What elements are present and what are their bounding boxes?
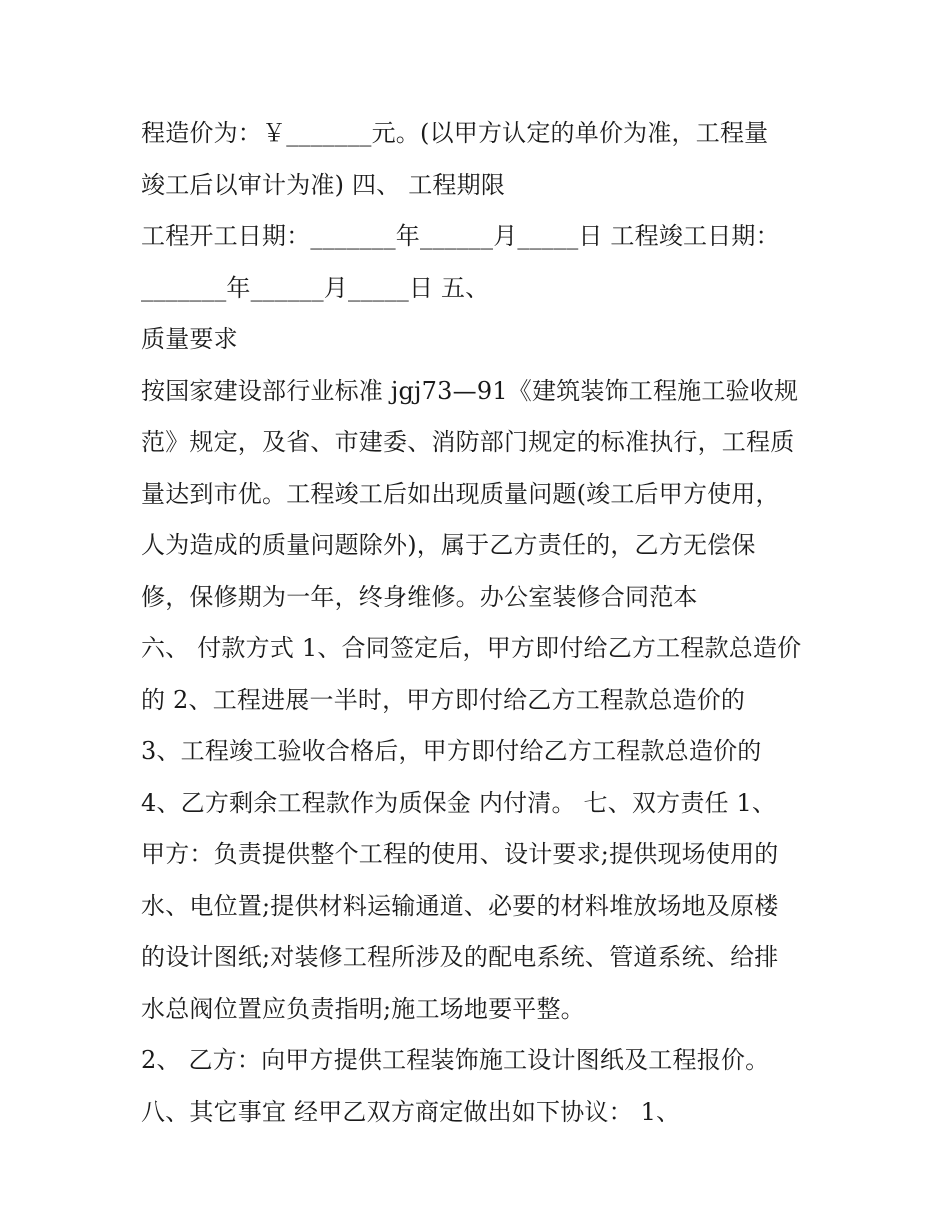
text-line-payment-heading: 六、 付款方式 1、合同签定后，甲方即付给乙方工程款总造价 [141,634,802,662]
text-line-party-a-duty-4: 水总阀位置应负责指明;施工场地要平整。 [141,994,585,1023]
contract-text-body [141,108,831,1138]
text-line-start-date: 工程开工日期：_______年______月_____日 工程竣工日期： [141,222,780,250]
text-line-other-matters: 八、其它事宜 经甲乙双方商定做出如下协议： 1、 [141,1097,681,1126]
text-line-party-b-duty: 2、 乙方：向甲方提供工程装饰施工设计图纸及工程报价。 [141,1046,770,1074]
text-line-payment-4: 4、乙方剩余工程款作为质保金 内付清。 七、双方责任 1、 [141,788,777,817]
text-line-payment-2: 的 2、工程进展一半时，甲方即付给乙方工程款总造价的 [141,685,746,714]
text-line-payment-3: 3、工程竣工验收合格后，甲方即付给乙方工程款总造价的 [141,737,762,765]
text-line-quality-heading: 质量要求 [141,325,238,353]
text-line-completion-date: _______年______月_____日 五、 [141,273,490,302]
text-line-quality-standard: 按国家建设部行业标准 jgj73—91《建筑装饰工程施工验收规 [141,376,799,405]
text-line-party-a-duty-1: 甲方：负责提供整个工程的使用、设计要求;提供现场使用的 [141,840,779,868]
text-line-project-term-heading: 竣工后以审计为准) 四、 工程期限 [141,170,506,199]
text-line-price: 程造价为：￥_______元。(以甲方认定的单价为准，工程量 [141,119,769,147]
text-line-quality-level: 量达到市优。工程竣工后如出现质量问题(竣工后甲方使用， [141,479,780,508]
text-line-warranty: 修，保修期为一年，终身维修。办公室装修合同范本 [141,582,698,611]
text-line-quality-regulation: 范》规定，及省、市建委、消防部门规定的标准执行，工程质 [141,428,795,456]
text-line-quality-liability: 人为造成的质量问题除外)，属于乙方责任的，乙方无偿保 [141,531,756,559]
text-line-party-a-duty-2: 水、电位置;提供材料运输通道、必要的材料堆放场地及原楼 [141,891,779,920]
text-line-party-a-duty-3: 的设计图纸;对装修工程所涉及的配电系统、管道系统、给排 [141,943,779,971]
